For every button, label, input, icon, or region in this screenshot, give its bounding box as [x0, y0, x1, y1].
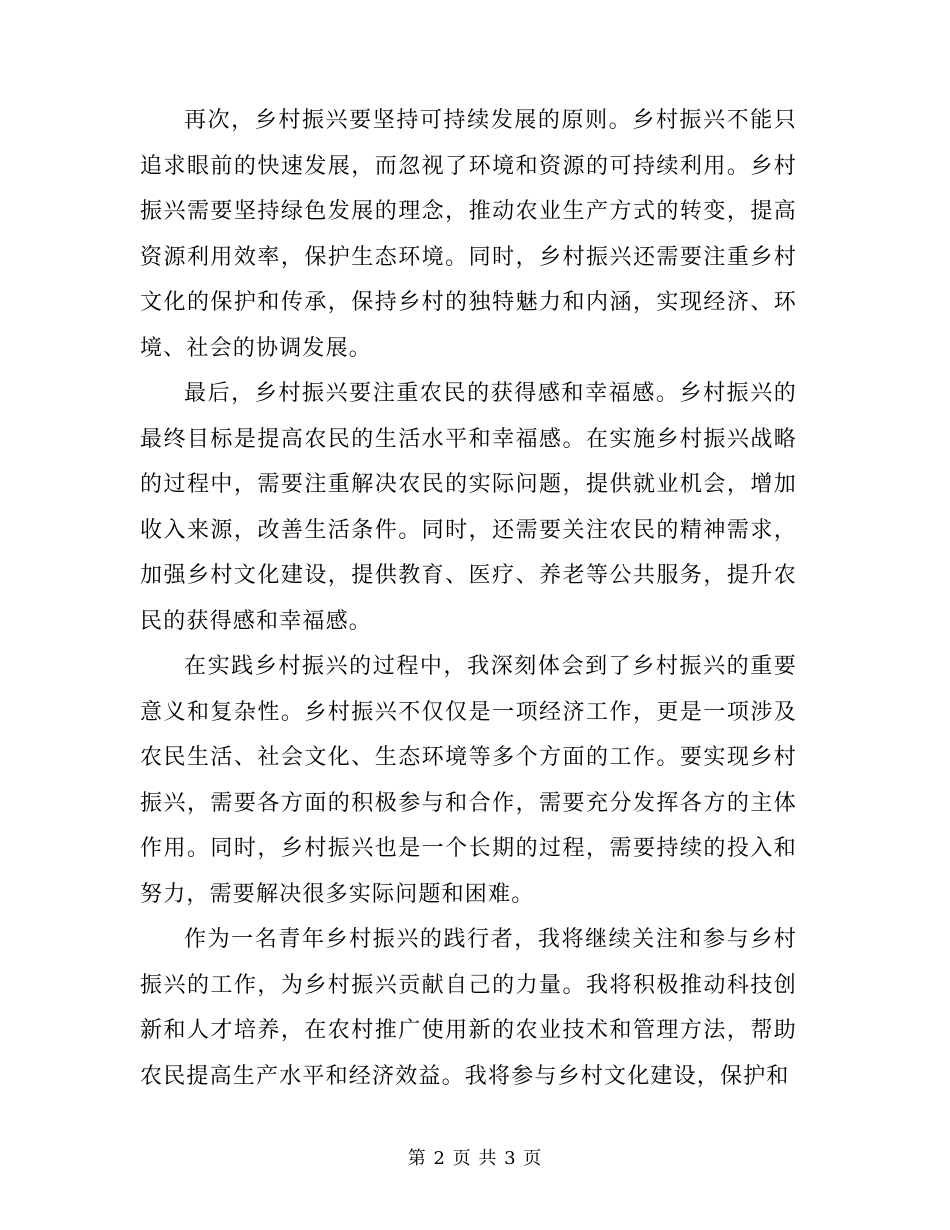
paragraph-farmers-happiness: 最后，乡村振兴要注重农民的获得感和幸福感。乡村振兴的最终目标是提高农民的生活水平和幸福感。在实施乡村振兴战略的过程中，需要注重解决农民的实际问题，提供就业机会，增加收入来源，改善生活条件。同时，还需要关注农民的精神需求，加强乡村文化建设，提供教育、医疗、养老等公共服务，提升农民的获得感和幸福感。 — [140, 381, 797, 634]
page-number-footer: 第 2 页 共 3 页 — [407, 1148, 543, 1169]
document-body — [140, 98, 797, 1099]
paragraph-practice-reflection: 在实践乡村振兴的过程中，我深刻体会到了乡村振兴的重要意义和复杂性。乡村振兴不仅仅是一项经济工作，更是一项涉及农民生活、社会文化、生态环境等多个方面的工作。要实现乡村振兴，需要各方面的积极参与和合作，需要充分发挥各方的主体作用。同时，乡村振兴也是一个长期的过程，需要持续的投入和努力，需要解决很多实际问题和困难。 — [140, 654, 797, 907]
paragraph-youth-commitment: 作为一名青年乡村振兴的践行者，我将继续关注和参与乡村振兴的工作，为乡村振兴贡献自己的力量。我将积极推动科技创新和人才培养，在农村推广使用新的农业技术和管理方法，帮助农民提高生产水平和经济效益。我将参与乡村文化建设，保护和 — [140, 927, 797, 1089]
paragraph-sustainable-development: 再次，乡村振兴要坚持可持续发展的原则。乡村振兴不能只追求眼前的快速发展，而忽视了环境和资源的可持续利用。乡村振兴需要坚持绿色发展的理念，推动农业生产方式的转变，提高资源利用效率，保护生态环境。同时，乡村振兴还需要注重乡村文化的保护和传承，保持乡村的独特魅力和内涵，实现经济、环境、社会的协调发展。 — [140, 108, 797, 361]
